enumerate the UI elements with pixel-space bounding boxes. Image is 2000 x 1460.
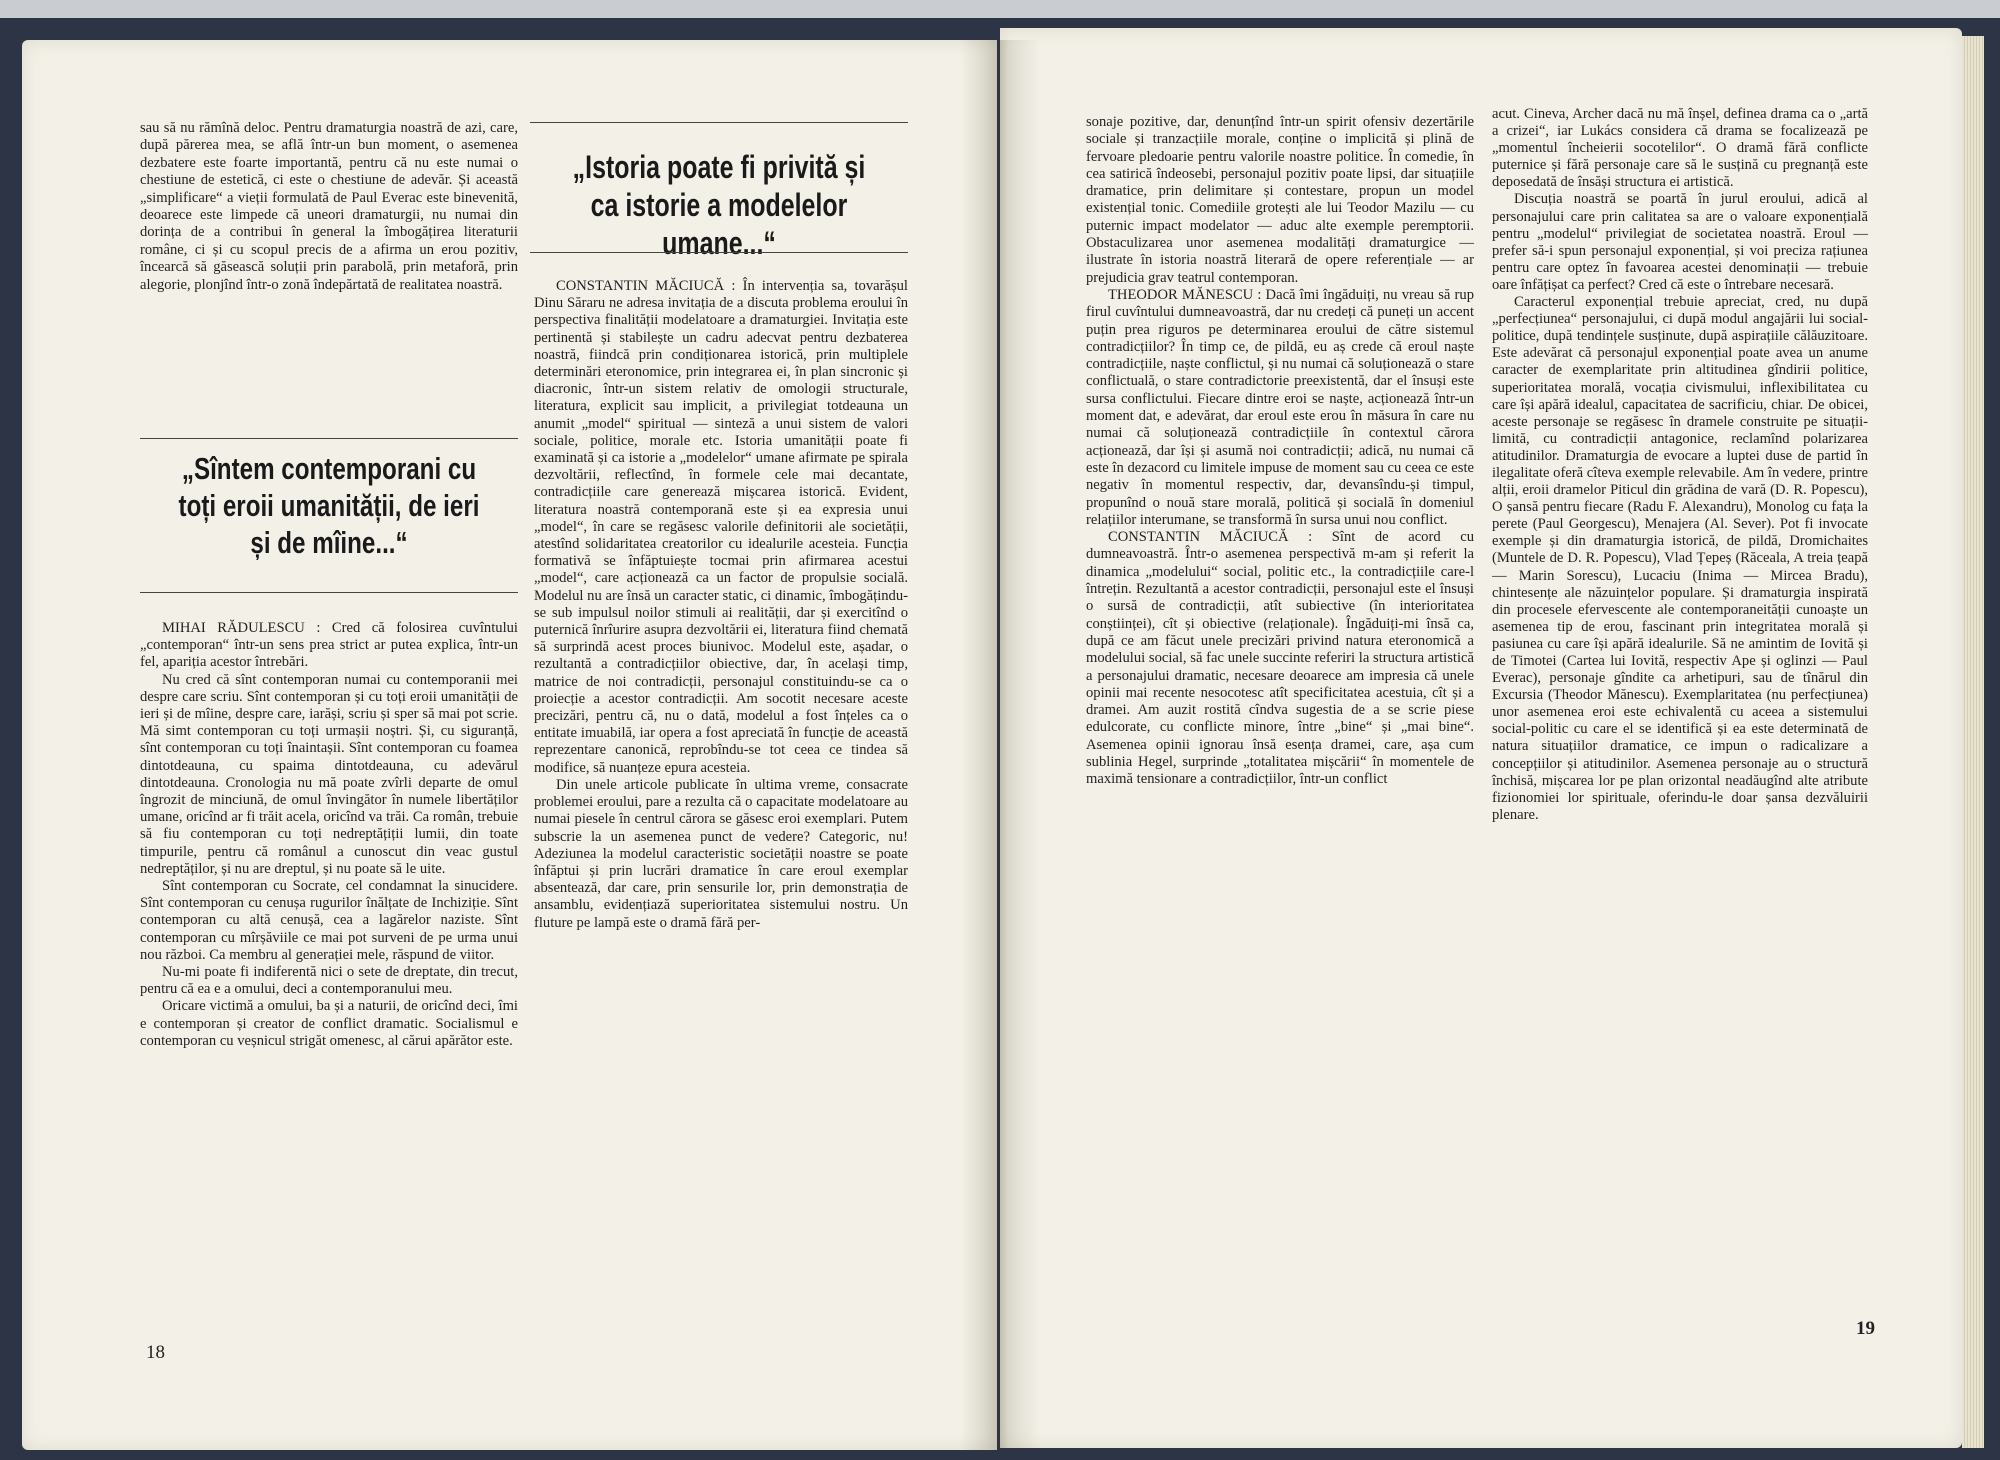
paragraph: Din unele articole publicate în ultima vreme, consacrate problemei eroului, pare a rezulta că o capacitate modelatoare au numai piesele în centrul cărora se găsesc eroi exemplari. Putem subscrie la un asemenea punct de vedere? Categoric, nu! Adeziunea la modelul caracteristic societății noastre se poate înfăptui și prin lucrări dramatice în care eroul exemplar absentează, dar care, prin sensurile lor, prin demonstrația de ansamblu, evidențiază superioritatea sistemului nostru. Un fluture pe lampă este o dramă fără per- bbox=[534, 776, 908, 931]
paragraph: CONSTANTIN MĂCIUCĂ : În intervenția sa, tovarășul Dinu Săraru ne adresa invitația de a discuta problema eroului în perspectiva finalității modelatoare a dramaturgiei. Invitația este pertinentă și stabilește un cadru adecvat pentru dezbaterea noastră, fiindcă prin condiționarea istorică, prin multiplele determinări eteronomice, prin integrarea ei, în plan sincronic și diacronic, într-un sistem relativ de omologii structurale, literatura, explicit sau implicit, a privilegiat totdeauna un anumit „model“ spiritual — sinteză a unui sistem de valori sociale, politice, morale etc. Istoria umanității poate fi examinată și ca istorie a „modelelor“ umane afirmate pe spirala dezvoltării, reflectînd, în formele cele mai decantate, contradicțiile care generează mișcarea istorică. Evident, literatura noastră contemporană este și ea expresia unui „model“, în care se regăsesc valorile definitorii ale societății, atestînd solidaritatea creatorilor cu idealurile acesteia. Funcția formativă se înfăptuiește tocmai prin afirmarea acestui „model“, care acționează ca un factor de propulsie socială. Modelul nu are însă un caracter static, ci dinamic, îmbogățindu-se sub impulsul noilor stimuli ai realității, dar și exercitînd o puternică înrîurire asupra dezvoltării ei, literatura fiind chemată să surprindă acest proces biunivoc. Modelul este, așadar, o rezultantă a contradicțiilor obiective, dar, în același timp, matrice de noi contradicții, personajul constituindu-se ca o proiecție a acestor contradicții. Am socotit necesare aceste precizări, pentru că, nu o dată, modelul a fost înțeles ca o entitate imuabilă, iar opera a fost apreciată în funcție de această reprezentare canonică, reprobîndu-se tot ceea ce tindea să modifice, să nuanțeze epura acesteia. bbox=[534, 278, 908, 776]
paragraph: Discuția noastră se poartă în jurul eroului, adică al personajului care prin calitatea sa are o valoare exponențială pentru „modelul“ privilegiat de societatea noastră. Eroul — prefer să-i spun personajul exponențial, și voi preciza rațiunea pentru care optez în favoarea acestei denominații — trebuie oare înfățișat ca perfect? Cred că este o întrebare necesară. bbox=[1492, 191, 1868, 293]
divider bbox=[530, 252, 908, 253]
page-edges bbox=[1962, 36, 1984, 1448]
left-col1-bottom bbox=[140, 620, 518, 1050]
left-col1-top bbox=[140, 120, 518, 294]
left-headline: „Sîntem contemporani cu toți eroii umanității, de ieri și de mîine...“ bbox=[178, 451, 480, 560]
paragraph: THEODOR MĂNESCU : Dacă îmi îngăduiți, nu vreau să rup firul cuvîntului dumneavoastră, dar nu credeți că puneți un accent puțin prea riguros pe determinarea eroului de către sistemul contradicțiilor? În timp ce, de pildă, eu aș crede că eroul naște contradicțiile, naște conflictul, și nu numai că soluționează o stare conflictuală, o stare contradictorie preexistentă, dar el însuși este sursa conflictului. Fiecare dintre eroi se naște, acționează într-un moment dat, e adevărat, dar eroul este erou în măsura în care nu numai că soluționează contradicțiile în contextul cărora acționează, dar își și asumă noi contradicții; adică, nu numai că este în dezacord cu limitele impuse de moment sau cu ceea ce este negativ în momentul respectiv, dar, devansîndu-și timpul, propunînd o nouă stare morală, politică și socială în domeniul relațiilor interumane, se transformă în sursa unui nou conflict. bbox=[1086, 286, 1474, 528]
left-col2-headline: „Istoria poate fi privită și ca istorie a modelelor umane...“ bbox=[572, 149, 866, 261]
page-number-right: 19 bbox=[1856, 1318, 1875, 1339]
divider bbox=[140, 592, 518, 593]
paragraph: Caracterul exponențial trebuie apreciat, cred, nu după „perfecțiunea“ personajului, ci după modul angajării lui social-politice, după tendințele susținute, după aspirațiile călăuzitoare. Este adevărat că personajul exponențial poate avea un anume caracter de exemplaritate prin altitudinea gîndirii politice, superioritatea morală, vocația civismului, inflexibilitatea cu care își apără idealul, capacitatea de sacrificiu, chiar. De obicei, aceste personaje se regăsesc în dramele construite pe situații-limită, cu contradicții antagonice, reclamînd polarizarea atitudinilor. Dramaturgia de evocare a luptei duse de partid în ilegalitate oferă cîteva exemple relevabile. Am în vedere, printre alții, eroii dramelor Piticul din grădina de vară (D. R. Popescu), O șansă pentru fiecare (Radu F. Alexandru), Monolog cu fața la perete (Paul Georgescu), Menajera (Al. Sever). Pot fi invocate exemple și din dramaturgia istorică, de pildă, Dromichaites (Muntele de D. R. Popescu), Vlad Țepeș (Răceala, A treia țeapă — Marin Sorescu), Lucaciu (Inima — Mircea Bradu), chintesențe ale năzuințelor populare. Și dramaturgia inspirată din procesele efervescente ale contemporaneității cunoaște un asemenea tip de erou, fascinant prin integritatea morală și pasiunea cu care își apără idealurile. Să ne amintim de Iovită și de Timotei (Cartea lui Iovită, respectiv Ape și oglinzi — Paul Everac), personaje gîndite ca arhetipuri, sau de tînărul din Excursia (Theodor Mănescu). Exemplaritatea (nu perfecțiunea) unor asemenea eroi este echivalentă cu aceea a sistemului social-politic cu care el se identifică și ea este determinată de natura situațiilor dramatice, ce impun o radicalizare a concepțiilor și atitudinilor. Asemenea personaje au o structură închisă, mișcarea lor pe plan orizontal neadăugînd alte atribute fizionomiei lor spirituale, oferindu-le doar șansa dezvăluirii plenare. bbox=[1492, 294, 1869, 823]
paragraph: Sînt contemporan cu Socrate, cel condamnat la sinucidere. Sînt contemporan cu cenușa rugurilor înălțate de Inchiziție. Sînt contemporan cu altă cenușă, cea a lagărelor naziste. Sînt contemporan cu mîrșăviile ce mai pot surveni de pe urma unui nou război. Ca membru al generației mele, răspund de viitor. bbox=[140, 878, 518, 963]
right-col1 bbox=[1086, 114, 1474, 789]
right-page bbox=[1000, 28, 1962, 1448]
paragraph: CONSTANTIN MĂCIUCĂ : Sînt de acord cu dumneavoastră. Într-o asemenea perspectivă m-am și referit la dinamica „modelului“ social, politic etc., la contradicțiile care-l întrețin. Rezultantă a acestor contradicții, personajul este el însuși o sursă de contradicții, atît subiective (în interioritatea conștiinței), cît și obiective (relaționale). Îngăduiți-mi însă ca, după ce am făcut unele precizări privind natura eteronomică a modelului social, să fac unele succinte referiri la structura artistică a personajului dramatic, necesare deoarece am impresia că unele opinii mai recente nesocotesc atît specificitatea acestuia, cît și a dramei. Am auzit rostită cîndva sugestia de a se scrie piese edulcorate, cu conflicte minore, între „bine“ și „mai bine“. Asemenea opinii ignorau însă esența dramei, care, așa cum sublinia Hegel, surprinde „totalitatea mișcării“ în momentele de maximă tensionare a contradicțiilor, într-un conflict bbox=[1086, 529, 1474, 788]
divider bbox=[140, 438, 518, 439]
paragraph: Oricare victimă a omului, ba și a naturii, de oricînd deci, îmi e contemporan și creator de conflict dramatic. Socialismul e contemporan cu veșnicul strigăt omenesc, al cărui apărător este. bbox=[140, 998, 518, 1049]
paragraph: Nu-mi poate fi indiferentă nici o sete de dreptate, din trecut, pentru că ea e a omului, deci a contemporanului meu. bbox=[140, 964, 518, 998]
page-number-left: 18 bbox=[146, 1342, 165, 1363]
paragraph: Nu cred că sînt contemporan numai cu contemporanii mei despre care scriu. Sînt contemporan și cu toți eroii umanității de ieri și de mîine, despre care, iarăși, scriu și sper să mai pot scrie. Mă simt contemporan cu toți urmașii noștri. Și, cu siguranță, sînt contemporan cu toți înaintașii. Sînt contemporan cu foamea dintotdeauna, cu spaima dintotdeauna, cu adevărul dintotdeauna. Cronologia nu mă poate zvîrli departe de omul îngrozit de minciună, de omul învingător în numele libertăților umane, oricînd ar fi trăit acela, oricînd va trăi. Ca român, trebuie să fiu contemporan cu toți nedreptățiții lumii, din toate timpurile, pentru că românul a cunoscut din veac gustul nedreptăților, și nu are dreptul, și nu poate să le uite. bbox=[140, 671, 518, 877]
right-col2 bbox=[1492, 106, 1868, 824]
paragraph: acut. Cineva, Archer dacă nu mă înșel, definea drama ca o „artă a crizei“, iar Lukács considera că drama se focalizează pe „momentul încheierii socotelilor“. O dramă fără conflicte puternice și fără personaje care să le susțină cu pregnanță este deposedată de însăși structura ei artistică. bbox=[1492, 106, 1868, 191]
left-col2 bbox=[534, 278, 908, 932]
left-page bbox=[22, 40, 997, 1450]
paragraph: sonaje pozitive, dar, denunțînd într-un spirit ofensiv dezertările sociale și tranzacțiile morale, conține o implicită și plină de fervoare pledoarie pentru valorile noastre politice. În comedie, în cea satirică îndeosebi, personajul pozitiv poate lipsi, dar situațiile dramatice, prin delimitare și contestare, propun un model existențial tonic. Comediile grotești ale lui Teodor Mazilu — cu puternic impact modelator — aduc alte exemple peremptorii. Obstaculizarea unor asemenea modalități dramaturgice — ilustrate în istoria noastră literară de opere referențiale — ar prejudicia grav teatrul contemporan. bbox=[1086, 114, 1474, 286]
paragraph: MIHAI RĂDULESCU : Cred că folosirea cuvîntului „contemporan“ într-un sens prea strict ar putea explica, într-un fel, apariția acestor întrebări. bbox=[140, 620, 518, 671]
paragraph: sau să nu rămînă deloc. Pentru dramaturgia noastră de azi, care, după părerea mea, se află într-un bun moment, o asemenea dezbatere este foarte importantă, pentru că nu este numai o chestiune de estetică, ci este o chestiune de adevăr. Și această „simplificare“ a vieții formulată de Paul Everac este binevenită, deoarece este limpede că uneori dramaturgii, nu numai din dorința de a contribui în general la îmbogățirea literaturii române, ci și cu scopul precis de a afirma un erou pozitiv, încearcă să găsească soluții prin parabolă, prin metaforă, prin alegorie, plonjînd într-o zonă îndepărtată de realitatea noastră. bbox=[140, 120, 518, 293]
divider bbox=[530, 122, 908, 123]
